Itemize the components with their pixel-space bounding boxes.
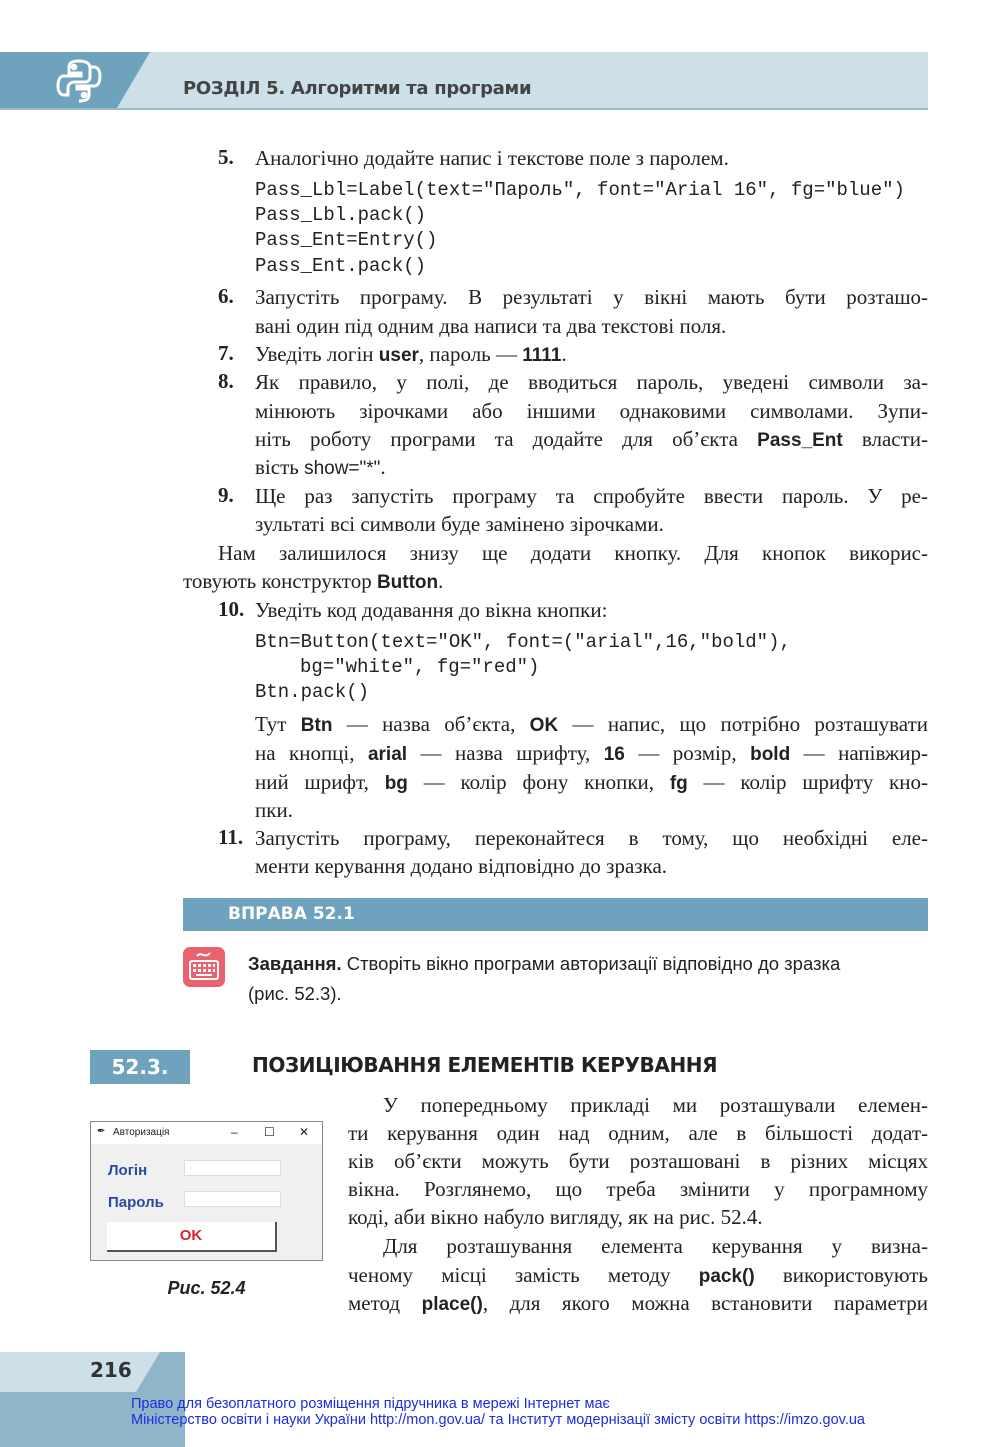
- list-number: 11.: [218, 825, 244, 849]
- text-run: менти керування додано відповідно до зразка.: [255, 854, 668, 878]
- text-line: [255, 797, 293, 823]
- password-label: Пароль: [108, 1194, 164, 1211]
- text-line: [255, 284, 928, 310]
- login-input[interactable]: [184, 1160, 281, 1176]
- list-number: 5.: [218, 145, 234, 169]
- text-run: — назва об’єкта,: [332, 712, 530, 736]
- text-run: Ще раз запустіть програму та спробуйте ввести пароль. У ре-: [255, 484, 928, 508]
- code-line: [300, 654, 539, 680]
- code-term: show="*": [304, 458, 381, 479]
- text-line: [255, 313, 726, 339]
- text-run: .: [438, 569, 444, 593]
- text-run: Запустіть програму. В результаті у вікні мають бути розташо-: [255, 285, 928, 309]
- bold-term: Btn: [300, 715, 333, 736]
- text-run: Для розташування елемента керування у визна-: [383, 1234, 928, 1258]
- text-run: ти керування один над одним, але в більшості додат-: [348, 1121, 928, 1145]
- text-run: вікна. Розглянемо, що треба змінити у програмному: [348, 1177, 928, 1201]
- bold-term: place(): [421, 1294, 483, 1315]
- text-line: [348, 1290, 928, 1318]
- text-run: Уведіть код додавання до вікна кнопки:: [255, 598, 608, 622]
- bold-term: bold: [750, 744, 791, 765]
- text-run: — напис, що потрібно розташувати: [558, 712, 928, 736]
- section-title: ПОЗИЦІЮВАННЯ ЕЛЕМЕНТІВ КЕРУВАННЯ: [252, 1053, 718, 1077]
- maximize-icon[interactable]: ☐: [264, 1125, 275, 1139]
- close-icon[interactable]: ✕: [299, 1125, 310, 1139]
- text-line: [255, 145, 729, 171]
- text-run: метод: [348, 1291, 422, 1315]
- text-run: , пароль —: [418, 342, 523, 366]
- list-number: 6.: [218, 284, 234, 308]
- ok-button[interactable]: OK: [107, 1222, 277, 1252]
- text-run: — розмір,: [624, 741, 751, 765]
- password-input[interactable]: [184, 1191, 281, 1207]
- text-line: [348, 1204, 763, 1230]
- text-run: Як правило, у полі, де вводиться пароль, уведені символи за-: [255, 370, 928, 394]
- text-line: [255, 825, 928, 851]
- exercise-title: ВПРАВА 52.1: [228, 904, 355, 924]
- text-run: ченому місці замість методу: [348, 1263, 699, 1287]
- code-line: [255, 629, 791, 655]
- text-run: вість: [255, 455, 305, 479]
- text-run: Уведіть логін: [255, 342, 379, 366]
- text-run: Pass_Ent.pack(): [255, 255, 427, 277]
- text-run: власти-: [842, 427, 929, 451]
- text-run: на кнопці,: [255, 741, 368, 765]
- text-run: ний шрифт,: [255, 770, 385, 794]
- page-number: 216: [90, 1358, 132, 1382]
- text-line: [255, 769, 928, 797]
- text-run: Тут: [255, 712, 301, 736]
- bold-term: arial: [367, 744, 408, 765]
- bold-term: pack(): [698, 1266, 755, 1287]
- login-label: Логін: [108, 1162, 148, 1179]
- bold-term: 1111: [522, 345, 562, 366]
- text-run: Нам залишилося знизу ще додати кнопку. Для кнопок викорис-: [218, 541, 928, 565]
- text-run: .: [380, 455, 386, 479]
- text-run: ків об’єкти можуть бути розташовані в різних місцях: [348, 1149, 928, 1173]
- chapter-title: РОЗДІЛ 5. Алгоритми та програми: [183, 78, 532, 99]
- text-run: пки.: [255, 798, 293, 822]
- text-line: [255, 426, 928, 454]
- task-text: Створіть вікно програми авторизації відповідно до зразка: [341, 953, 841, 974]
- text-run: , для якого можна встановити параметри: [482, 1291, 928, 1315]
- exercise-task-line-2: (рис. 52.3).: [248, 983, 342, 1004]
- text-run: Pass_Ent=Entry(): [255, 229, 438, 251]
- text-run: — колір фону кнопки,: [407, 770, 670, 794]
- text-line: [255, 454, 386, 482]
- bold-term: bg: [384, 773, 408, 794]
- text-line: [255, 597, 607, 623]
- list-number: 9.: [218, 483, 234, 507]
- text-run: bg="white", fg="red"): [300, 656, 540, 678]
- task-label: Завдання.: [248, 953, 342, 974]
- code-line: [255, 253, 426, 279]
- text-line: [255, 740, 928, 768]
- text-run: вані один під одним два написи та два текстові поля.: [255, 314, 727, 338]
- text-line: [218, 540, 928, 566]
- text-run: — колір шрифту кно-: [687, 770, 928, 794]
- window-titlebar: [91, 1122, 322, 1144]
- bold-term: user: [378, 345, 419, 366]
- minimize-icon[interactable]: –: [231, 1125, 238, 1139]
- code-line: [255, 202, 426, 228]
- text-line: [383, 1233, 928, 1259]
- text-line: [255, 853, 667, 879]
- text-run: Аналогічно додайте напис і текстове поле з паролем.: [255, 146, 729, 170]
- text-run: Pass_Lbl=Label(text="Пароль", font="Arial 16", fg="blue"): [255, 179, 905, 201]
- footer-rights-line-1: Право для безоплатного розміщення підручника в мережі Інтернет має: [131, 1396, 610, 1412]
- figure-authorization-window: [90, 1121, 323, 1261]
- text-line: [383, 1092, 928, 1118]
- code-line: [255, 679, 369, 705]
- text-line: [255, 341, 567, 369]
- exercise-task-line-1: [248, 952, 840, 976]
- text-run: товують конструктор: [183, 569, 377, 593]
- keyboard-icon: [183, 947, 225, 987]
- text-line: [348, 1120, 928, 1146]
- feather-icon: ✒: [97, 1126, 106, 1137]
- text-run: мінюють зірочками або іншими однаковими символами. Зупи-: [255, 399, 928, 423]
- text-run: зультаті всі символи буде замінено зірочками.: [255, 512, 664, 536]
- text-run: Запустіть програму, переконайтеся в тому, що необхідні еле-: [255, 826, 928, 850]
- text-line: [348, 1148, 928, 1174]
- footer-rights-line-2[interactable]: Міністерство освіти і науки України http://mon.gov.ua/ та Інститут модернізації змісту освіти https://imzo.gov.ua: [131, 1412, 865, 1428]
- text-run: ніть роботу програми та додайте для об’єкта: [255, 427, 758, 451]
- text-run: Pass_Lbl.pack(): [255, 204, 427, 226]
- figure-caption: Рис. 52.4: [167, 1278, 246, 1298]
- text-line: [255, 511, 664, 537]
- list-number: 10.: [218, 597, 245, 621]
- code-line: [255, 177, 905, 203]
- bold-term: 16: [603, 744, 625, 765]
- python-logo-icon: [55, 58, 103, 104]
- bold-term: Pass_Ent: [757, 430, 843, 451]
- text-run: коді, аби вікно набуло вигляду, як на рис. 52.4.: [348, 1205, 763, 1229]
- text-line: [348, 1176, 928, 1202]
- list-number: 8.: [218, 369, 234, 393]
- bold-term: fg: [669, 773, 688, 794]
- window-title: Авторизація: [113, 1127, 170, 1138]
- text-line: [255, 711, 928, 739]
- text-line: [183, 568, 443, 596]
- text-line: [255, 398, 928, 424]
- footer-accent-light: [0, 1352, 160, 1392]
- text-line: [255, 369, 928, 395]
- text-line: [348, 1262, 928, 1290]
- text-line: [255, 483, 928, 509]
- code-line: [255, 227, 437, 253]
- text-run: використовують: [754, 1263, 928, 1287]
- text-run: — назва шрифту,: [407, 741, 604, 765]
- list-number: 7.: [218, 341, 234, 365]
- bold-term: OK: [529, 715, 559, 736]
- text-run: Btn.pack(): [255, 681, 370, 703]
- text-run: .: [561, 342, 567, 366]
- text-run: Btn=Button(text="OK", font=("arial",16,"bold"),: [255, 631, 791, 653]
- bold-term: Button: [376, 572, 439, 593]
- text-run: — напівжир-: [790, 741, 929, 765]
- section-number: 52.3.: [90, 1050, 190, 1084]
- text-run: У попередньому прикладі ми розташували елемен-: [383, 1093, 928, 1117]
